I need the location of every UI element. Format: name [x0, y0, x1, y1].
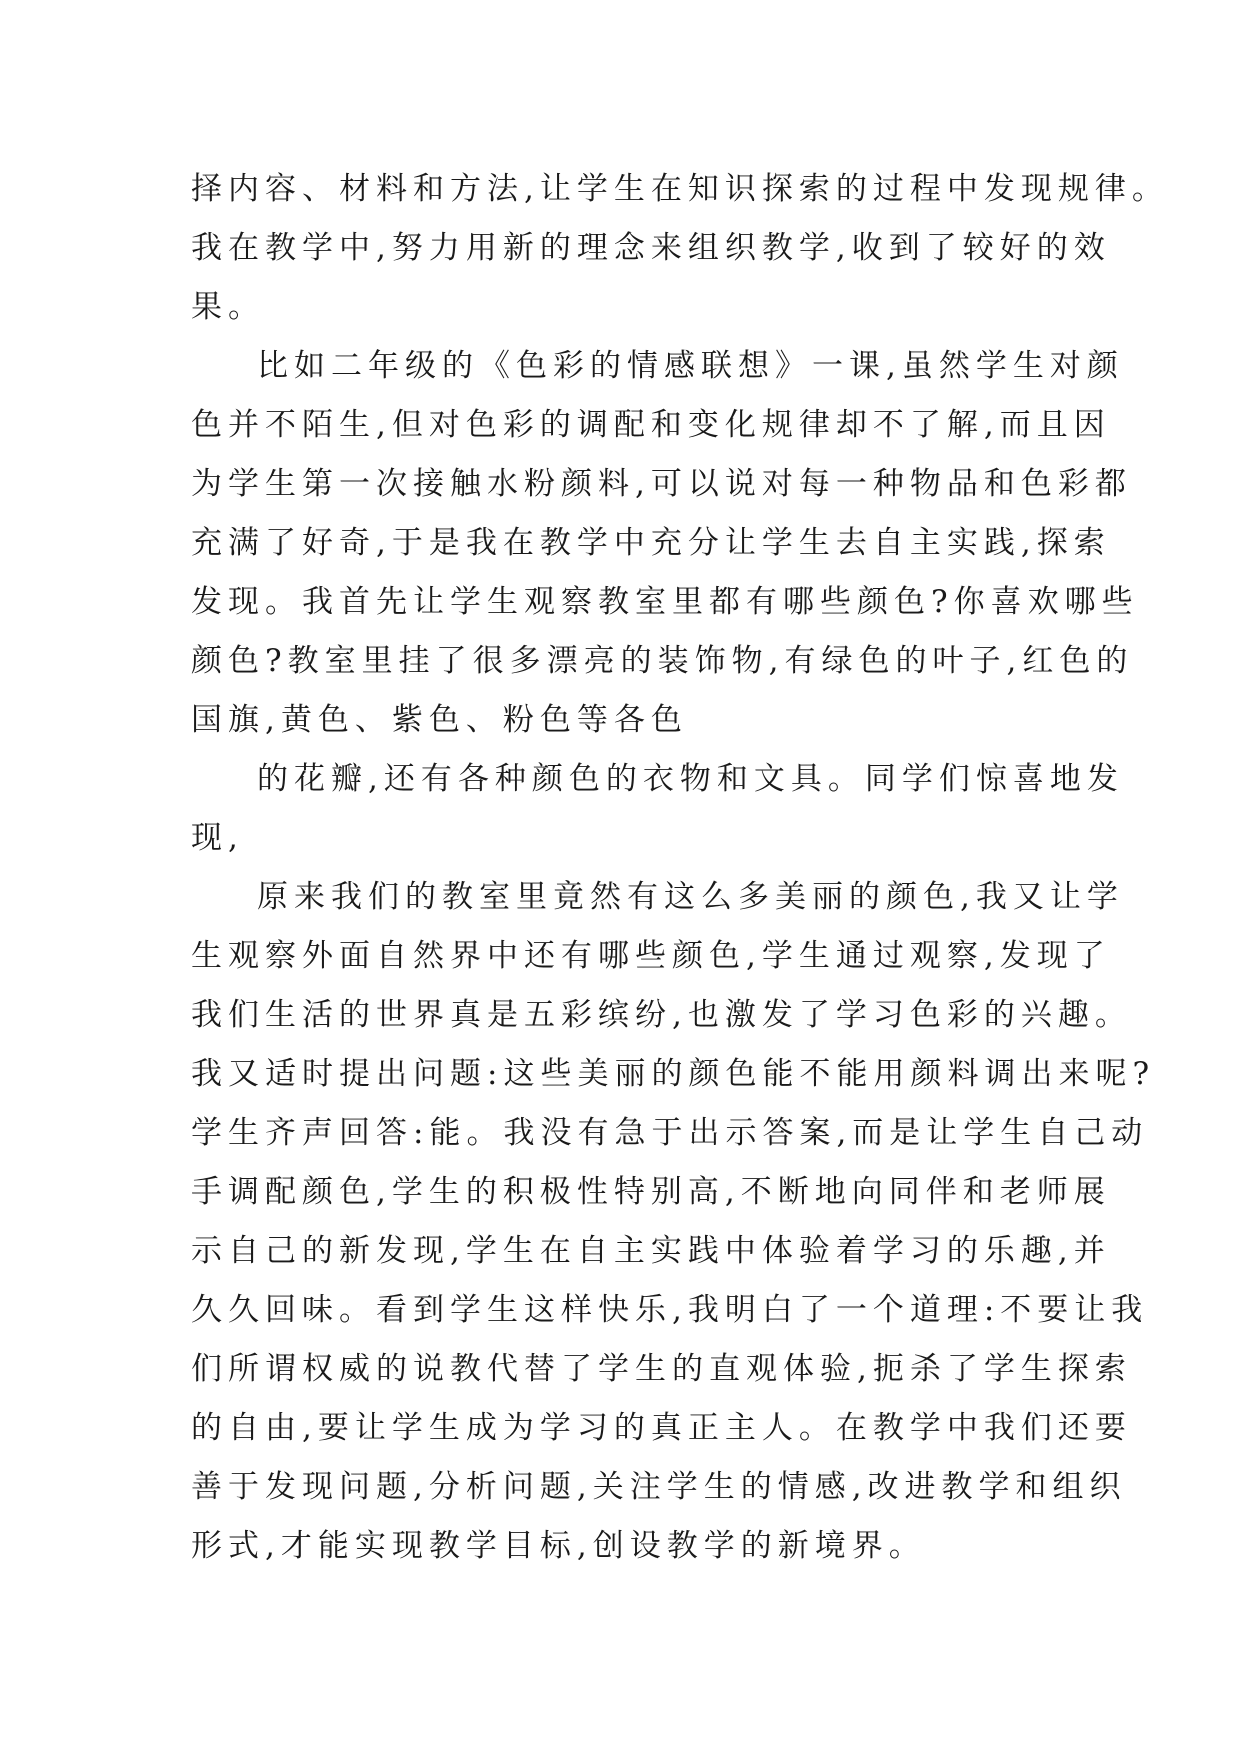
text-line: 示自己的新发现,学生在自主实践中体验着学习的乐趣,并 — [191, 1233, 1111, 1269]
text-line: 现, — [191, 820, 244, 856]
text-line: 充满了好奇,于是我在教学中充分让学生去自主实践,探索 — [191, 525, 1111, 561]
text-line: 为学生第一次接触水粉颜料,可以说对每一种物品和色彩都 — [191, 466, 1132, 502]
text-line: 的自由,要让学生成为学习的真正主人。在教学中我们还要 — [191, 1410, 1132, 1446]
text-line: 择内容、材料和方法,让学生在知识探索的过程中发现规律。 — [191, 171, 1169, 207]
text-line: 发现。我首先让学生观察教室里都有哪些颜色?你喜欢哪些 — [191, 584, 1139, 620]
text-line: 我又适时提出问题:这些美丽的颜色能不能用颜料调出来呢? — [191, 1056, 1156, 1092]
text-line: 颜色?教室里挂了很多漂亮的装饰物,有绿色的叶子,红色的 — [191, 643, 1134, 679]
text-line: 果。 — [191, 289, 265, 325]
text-line: 善于发现问题,分析问题,关注学生的情感,改进教学和组织 — [191, 1469, 1127, 1505]
text-line: 学生齐声回答:能。我没有急于出示答案,而是让学生自己动 — [191, 1115, 1149, 1151]
paragraph-start-line: 原来我们的教室里竟然有这么多美丽的颜色,我又让学 — [257, 879, 1124, 915]
text-line: 形式,才能实现教学目标,创设教学的新境界。 — [191, 1528, 926, 1564]
text-line: 生观察外面自然界中还有哪些颜色,学生通过观察,发现了 — [191, 938, 1111, 974]
paragraph-start-line: 的花瓣,还有各种颜色的衣物和文具。同学们惊喜地发 — [257, 761, 1124, 797]
text-line: 我们生活的世界真是五彩缤纷,也激发了学习色彩的兴趣。 — [191, 997, 1132, 1033]
text-line: 色并不陌生,但对色彩的调配和变化规律却不了解,而且因 — [191, 407, 1111, 443]
text-line: 我在教学中,努力用新的理念来组织教学,收到了较好的效 — [191, 230, 1111, 266]
text-line: 手调配颜色,学生的积极性特别高,不断地向同伴和老师展 — [191, 1174, 1111, 1210]
text-line: 久久回味。看到学生这样快乐,我明白了一个道理:不要让我 — [191, 1292, 1149, 1328]
text-line: 国旗,黄色、紫色、粉色等各色 — [191, 702, 688, 738]
paragraph-start-line: 比如二年级的《色彩的情感联想》一课,虽然学生对颜 — [257, 348, 1124, 384]
body-text — [191, 160, 1169, 1576]
text-line: 们所谓权威的说教代替了学生的直观体验,扼杀了学生探索 — [191, 1351, 1132, 1387]
